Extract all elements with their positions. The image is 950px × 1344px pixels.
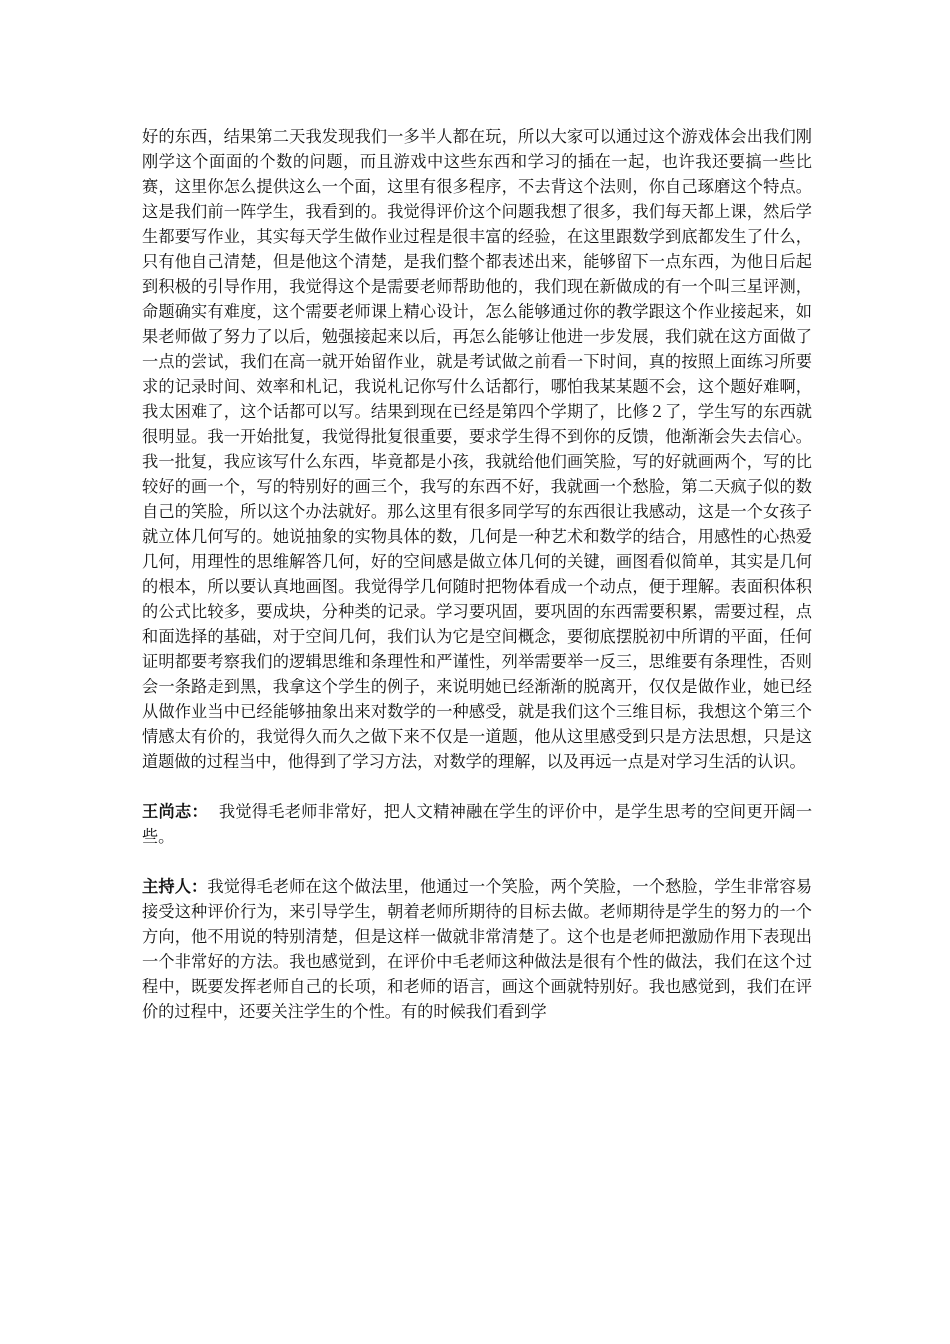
paragraph-3 <box>142 874 812 1024</box>
paragraph-1-text: 好的东西，结果第二天我发现我们一多半人都在玩，所以大家可以通过这个游戏体会出我们刚刚学这个面面的个数的问题，而且游戏中这些东西和学习的插在一起，也许我还要搞一些比赛，这里你怎么提供这么一个面，这里有很多程序，不去背这个法则，你自己琢磨这个特点。这是我们前一阵学生，我看到的。我觉得评价这个问题我想了很多，我们每天都上课，然后学生都要写作业，其实每天学生做作业过程是很丰富的经验，在这里跟数学到底都发生了什么，只有他自己清楚，但是他这个清楚，是我们整个都表述出来，能够留下一点东西，为他日后起到积极的引导作用，我觉得这个是需要老师帮助他的，我们现在新做成的有一个叫三星评测，命题确实有难度，这个需要老师课上精心设计，怎么能够通过你的教学跟这个作业接起来，如果老师做了努力了以后，勉强接起来以后，再怎么能够让他进一步发展，我们就在这方面做了一点的尝试，我们在高一就开始留作业，就是考试做之前看一下时间，真的按照上面练习所要求的记录时间、效率和札记，我说札记你写什么话都行，哪怕我某某题不会，这个题好难啊，我太困难了，这个话都可以写。结果到现在已经是第四个学期了，比修２了，学生写的东西就很明显。我一开始批复，我觉得批复很重要，要求学生得不到你的反馈，他渐渐会失去信心。我一批复，我应该写什么东西，毕竟都是小孩，我就给他们画笑脸，写的好就画两个，写的比较好的画一个，写的特别好的画三个，我写的东西不好，我就画一个愁脸，第二天疯子似的数自己的笑脸，所以这个办法就好。那么这里有很多同学写的东西很让我感动，这是一个女孩子就立体几何写的。她说抽象的实物具体的数，几何是一种艺术和数学的结合，用感性的心热爱几何，用理性的思维解答几何，好的空间感是做立体几何的关键，画图看似简单，其实是几何的根本，所以要认真地画图。我觉得学几何随时把物体看成一个动点，便于理解。表面积体积的公式比较多，要成块，分种类的记录。学习要巩固，要巩固的东西需要积累，需要过程，点和面选择的基础，对于空间几何，我们认为它是空间概念，要彻底摆脱初中所谓的平面，任何证明都要考察我们的逻辑思维和条理性和严谨性，列举需要举一反三，思维要有条理性，否则会一条路走到黑，我拿这个学生的例子，来说明她已经渐渐的脱离开，仅仅是做作业，她已经从做作业当中已经能够抽象出来对数学的一种感受，就是我们这个三维目标，我想这个第三个情感太有价的，我觉得久而久之做下来不仅是一道题，他从这里感受到只是方法思想，只是这道题做的过程当中，他得到了学习方法，对数学的理解，以及再远一点是对学习生活的认识。 <box>142 127 812 771</box>
speaker-name: 王尚志： <box>142 802 208 821</box>
paragraph-spacer <box>142 849 812 874</box>
paragraph-3-text: 我觉得毛老师在这个做法里，他通过一个笑脸，两个笑脸，一个愁脸，学生非常容易接受这种评价行为，来引导学生，朝着老师所期待的目标去做。老师期待是学生的努力的一个方向，他不用说的特别清楚，但是这样一做就非常清楚了。这个也是老师把激励作用下表现出一个非常好的方法。我也感觉到，在评价中毛老师这种做法是很有个性的做法，我们在这个过程中，既要发挥老师自己的长项，和老师的语言，画这个画就特别好。我也感觉到，我们在评价的过程中，还要关注学生的个性。有的时候我们看到学 <box>142 877 813 1021</box>
document-page <box>142 124 812 1024</box>
paragraph-2 <box>142 799 812 849</box>
paragraph-spacer <box>142 774 812 799</box>
speaker-name: 主持人： <box>142 877 208 896</box>
paragraph-1 <box>142 124 812 774</box>
paragraph-2-text: 我觉得毛老师非常好，把人文精神融在学生的评价中，是学生思考的空间更开阔一些。 <box>142 802 813 846</box>
